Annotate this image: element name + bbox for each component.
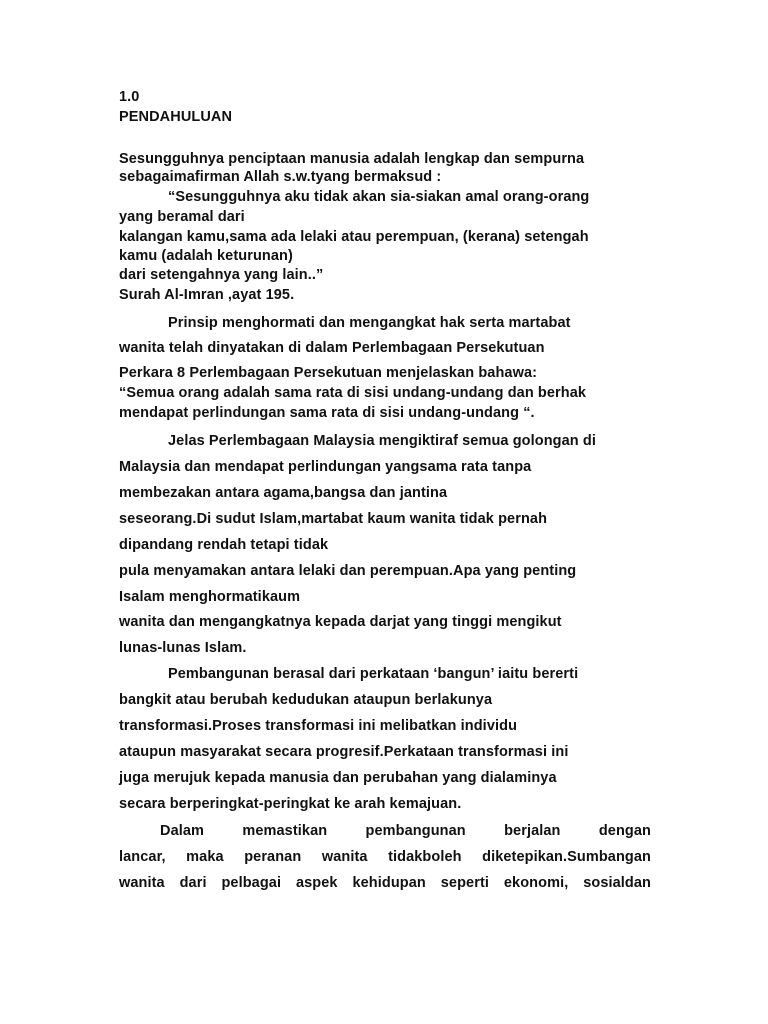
section-title: PENDAHULUAN — [119, 109, 233, 125]
text-line: pula menyamakan antara lelaki dan perempuan.Apa yang penting — [119, 563, 577, 579]
text-line: Isalam menghormatikaum — [119, 589, 301, 605]
justified-line: lancar, maka peranan wanita tidakboleh diketepikan.Sumbangan — [119, 849, 651, 865]
text-line: dipandang rendah tetapi tidak — [119, 537, 329, 553]
text-line: seseorang.Di sudut Islam,martabat kaum wanita tidak pernah — [119, 511, 548, 527]
text-line: mendapat perlindungan sama rata di sisi undang-undang “. — [119, 405, 535, 421]
text-line: Prinsip menghormati dan mengangkat hak serta martabat — [168, 315, 571, 331]
text-line: Jelas Perlembagaan Malaysia mengiktiraf semua golongan di — [168, 433, 596, 449]
text-line: transformasi.Proses transformasi ini melibatkan individu — [119, 718, 518, 734]
text-line: lunas-lunas Islam. — [119, 640, 247, 656]
text-line: ataupun masyarakat secara progresif.Perkataan transformasi ini — [119, 744, 569, 760]
text-line: Sesungguhnya penciptaan manusia adalah lengkap dan sempurna — [119, 151, 585, 167]
text-line: Perkara 8 Perlembagaan Persekutuan menjelaskan bahawa: — [119, 365, 538, 381]
citation-line: Surah Al-Imran ,ayat 195. — [119, 287, 295, 303]
text-line: wanita dan mengangkatnya kepada darjat yang tinggi mengikut — [119, 614, 562, 630]
text-line: juga merujuk kepada manusia dan perubahan yang dialaminya — [119, 770, 557, 786]
text-line: membezakan antara agama,bangsa dan jantina — [119, 485, 448, 501]
text-line: sebagaimafirman Allah s.w.tyang bermaksud : — [119, 169, 442, 185]
quote-line: kamu (adalah keturunan) — [119, 248, 293, 264]
text-line: wanita telah dinyatakan di dalam Perlembagaan Persekutuan — [119, 340, 545, 356]
quote-line: yang beramal dari — [119, 209, 245, 225]
text-line: Pembangunan berasal dari perkataan ‘bangun’ iaitu bererti — [168, 666, 579, 682]
quote-line: “Sesungguhnya aku tidak akan sia-siakan amal orang-orang — [168, 189, 590, 205]
quote-line: kalangan kamu,sama ada lelaki atau perempuan, (kerana) setengah — [119, 229, 589, 245]
justified-line: wanita dari pelbagai aspek kehidupan seperti ekonomi, sosialdan — [119, 875, 651, 891]
text-line: bangkit atau berubah kedudukan ataupun berlakunya — [119, 692, 493, 708]
justified-line: Dalam memastikan pembangunan berjalan dengan — [160, 823, 651, 839]
quote-line: dari setengahnya yang lain..” — [119, 267, 324, 283]
text-line: “Semua orang adalah sama rata di sisi undang-undang dan berhak — [119, 385, 587, 401]
text-line: Malaysia dan mendapat perlindungan yangsama rata tanpa — [119, 459, 532, 475]
text-line: secara berperingkat-peringkat ke arah kemajuan. — [119, 796, 462, 812]
section-number: 1.0 — [119, 89, 140, 105]
